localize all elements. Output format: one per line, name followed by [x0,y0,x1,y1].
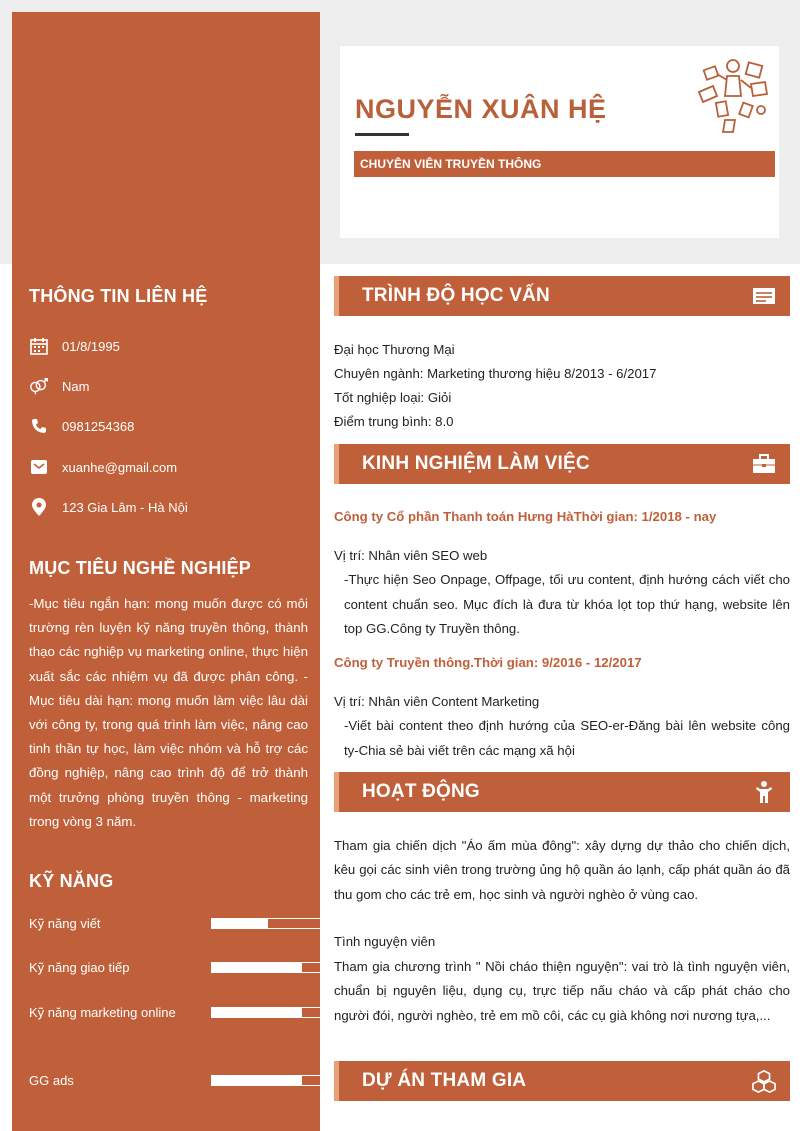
email-icon [29,457,49,477]
skill-bar [211,1007,325,1018]
skill-label: Kỹ năng marketing online [29,1005,176,1020]
contact-title: THÔNG TIN LIÊN HỆ [29,286,208,306]
job-description: -Viết bài content theo định hướng của SEO-er-Đăng bài lên website công ty-Chia sẻ bài viết trên các mạng xã hội [344,718,790,758]
job-title-bar [354,151,775,177]
education-line: Đại học Thương Mại [334,342,455,357]
candidate-name: NGUYỄN XUÂN HỆ [355,94,607,124]
header-card [340,46,779,238]
person-icon [752,780,776,804]
name-underline [355,133,409,136]
education-line: Chuyên ngành: Marketing thương hiệu 8/2013 - 6/2017 [334,366,657,381]
job-position: Vị trí: Nhân viên Content Marketing [334,694,540,709]
activities-title: HOẠT ĐỘNG [362,781,480,802]
gender-icon [29,376,49,396]
projects-header [334,1061,790,1101]
phone-icon [29,416,49,436]
cubes-icon [752,1069,776,1093]
skill-bar [211,962,325,973]
section-tab [334,1061,346,1101]
activities-header [334,772,790,812]
skill-row [29,912,308,936]
objective-text: -Mục tiêu ngắn hạn: mong muốn được có môi trường rèn luyện kỹ năng truyền thông, thành thạo các nghiệp vụ marketing online, thực hiện xuất sắc các nhiệm vụ đã được phân công. -Mục tiêu dài hạn: mong muốn làm việc lâu dài với công ty, trong quá trình làm việc, nâng cao tinh thần tự học, làm việc nhóm và hỗ trợ các đồng nghiệp, nâng cao trình độ để trở thành một trưởng phòng truyền thông - marketing trong vòng 3 năm. [29,596,308,829]
contact-birthday [29,334,120,358]
briefcase-icon [752,452,776,476]
education-line: Điểm trung bình: 8.0 [334,414,454,429]
location-icon [29,497,49,517]
activity-role: Tình nguyện viên [334,934,436,949]
education-title: TRÌNH ĐỘ HỌC VẤN [362,285,550,306]
contact-gender [29,374,89,398]
email-value: xuanhe@gmail.com [62,459,178,475]
address-value: 123 Gia Lâm - Hà Nội [62,499,188,515]
section-tab [334,444,346,484]
calendar-icon [29,336,49,356]
objective-title: MỤC TIÊU NGHỀ NGHIỆP [29,558,252,578]
job-position: Vị trí: Nhân viên SEO web [334,548,488,563]
gender-value: Nam [62,378,90,394]
skill-label: GG ads [29,1073,74,1088]
skill-label: Kỹ năng viết [29,916,101,931]
skill-bar [211,1075,325,1086]
skill-bar-fill [212,919,268,928]
company-name: Công ty Truyền thông.Thời gian: 9/2016 - 12/2017 [334,655,642,670]
section-tab [334,276,346,316]
skill-label: Kỹ năng giao tiếp [29,960,130,975]
skills-title: KỸ NĂNG [29,871,114,891]
skill-row [29,1001,308,1025]
sidebar [12,12,320,1131]
projects-title: DỰ ÁN THAM GIA [362,1070,527,1091]
marketing-illustration-icon [695,54,773,134]
company-name: Công ty Cổ phần Thanh toán Hưng HàThời gian: 1/2018 - nay [334,509,717,524]
birthday-value: 01/8/1995 [62,338,120,354]
experience-title: KINH NGHIỆM LÀM VIỆC [362,453,590,474]
skill-row [29,1069,308,1093]
job-description: -Thực hiện Seo Onpage, Offpage, tối ưu content, định hướng cách viết cho content chuẩn seo. Mục đích là đưa từ khóa lọt top thứ hạng, website lên top GG.Công ty Truyền thông. [344,572,790,636]
skill-bar [211,918,325,929]
skill-bar-fill [212,963,302,972]
section-tab [334,772,346,812]
skill-bar-fill [212,1008,302,1017]
education-header [334,276,790,316]
certificate-icon [752,284,776,308]
skill-bar-fill [212,1076,302,1085]
education-line: Tốt nghiệp loại: Giỏi [334,390,452,405]
activity-paragraph: Tham gia chương trình " Nồi cháo thiện nguyện": vai trò là tình nguyện viên, chuẩn bị nguyên liệu, dụng cụ, trực tiếp nấu cháo và cấp phát cháo cho người đói, người nghèo, trẻ em mồ côi, các cụ già không nơi nương tựa,... [334,959,790,1023]
skill-row [29,956,308,980]
activity-paragraph: Tham gia chiến dịch "Áo ấm mùa đông": xây dựng dự thảo cho chiến dịch, kêu gọi các sinh viên trong trường ủng hộ quần áo lạnh, cấp phát quần áo đã thu gom cho các trẻ em, học sinh và người nghèo ở vùng cao. [334,838,790,902]
contact-phone [29,414,134,438]
contact-address [29,495,188,519]
phone-value: 0981254368 [62,418,135,434]
experience-header [334,444,790,484]
contact-email [29,455,177,479]
job-title: CHUYÊN VIÊN TRUYỀN THÔNG [360,157,542,171]
